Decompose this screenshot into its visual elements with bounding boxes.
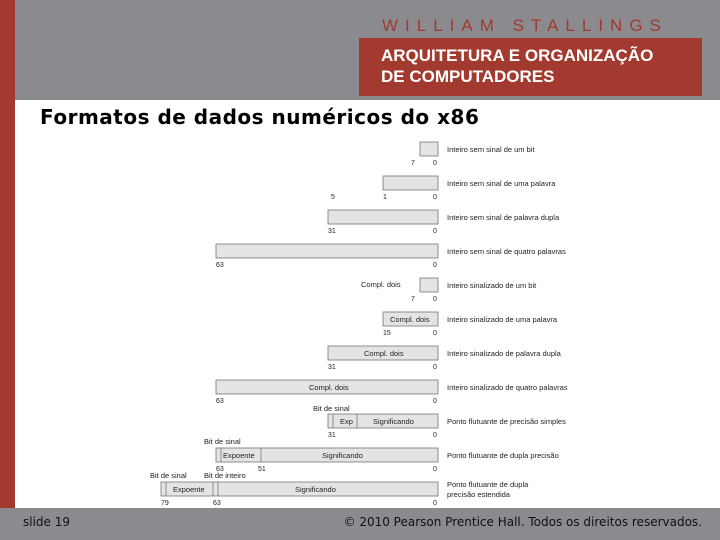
bit-number: 0: [433, 160, 437, 167]
bit-number: 0: [433, 432, 437, 439]
field-label: Exp: [340, 417, 353, 426]
slide-number: slide 19: [23, 515, 71, 529]
row-label: precisão estendida: [447, 490, 510, 499]
bit-number: 15: [383, 330, 391, 337]
bit-number: 79: [161, 500, 169, 507]
sign-bit-label: Bit de sinal: [150, 471, 187, 480]
row-label: Ponto flutuante de dupla: [447, 480, 529, 489]
bit-number: 0: [433, 500, 437, 507]
field-box: [216, 244, 438, 258]
bit-number: 63: [216, 262, 224, 269]
bit-number: 31: [328, 228, 336, 235]
book-title-box: [359, 38, 702, 96]
field-label: Compl. dois: [309, 383, 349, 392]
author-name: WILLIAM STALLINGS: [382, 16, 668, 35]
field-label: Expoente: [173, 485, 205, 494]
copyright-notice: © 2010 Pearson Prentice Hall. Todos os direitos reservados.: [343, 515, 702, 529]
field-box: [328, 210, 438, 224]
slide-heading: Formatos de dados numéricos do x86: [40, 105, 480, 129]
row-label: Inteiro sem sinal de quatro palavras: [447, 247, 566, 256]
bit-number: 0: [433, 364, 437, 371]
field-label: Compl. dois: [364, 349, 404, 358]
field-label: Significando: [295, 485, 336, 494]
row-label: Ponto flutuante de precisão simples: [447, 417, 566, 426]
bit-number: 63: [213, 500, 221, 507]
field-box: [420, 278, 438, 292]
book-title-line2: DE COMPUTADORES: [381, 67, 555, 86]
bit-number: 0: [433, 262, 437, 269]
bit-number: 1: [383, 194, 387, 201]
field-box: [420, 142, 438, 156]
sign-bit-label: Bit de sinal: [204, 437, 241, 446]
bit-number: 63: [216, 466, 224, 473]
row-label: Inteiro sem sinal de uma palavra: [447, 179, 556, 188]
field-label: Expoente: [223, 451, 255, 460]
row-label: Inteiro sem sinal de um bit: [447, 145, 535, 154]
row-label: Inteiro sinalizado de quatro palavras: [447, 383, 568, 392]
bit-number: 7: [411, 296, 415, 303]
row-label: Inteiro sinalizado de palavra dupla: [447, 349, 561, 358]
bit-number: 7: [411, 160, 415, 167]
sign-bit-label: Bit de sinal: [313, 404, 350, 413]
field-label: Compl. dois: [361, 280, 401, 289]
row-label: Inteiro sinalizado de uma palavra: [447, 315, 558, 324]
x86-numeric-formats-figure: [117, 134, 579, 510]
integer-bit-label: Bit de inteiro: [204, 471, 246, 480]
field-label: Compl. dois: [390, 315, 430, 324]
field-label: Significando: [322, 451, 363, 460]
row-label: Inteiro sem sinal de palavra dupla: [447, 213, 560, 222]
bit-number: 5: [331, 194, 335, 201]
bit-number: 31: [328, 364, 336, 371]
bit-number: 31: [328, 432, 336, 439]
row-label: Inteiro sinalizado de um bit: [447, 281, 537, 290]
bit-number: 51: [258, 466, 266, 473]
bit-number: 0: [433, 398, 437, 405]
bit-number: 0: [433, 194, 437, 201]
left-accent-bar: [0, 0, 15, 540]
bit-number: 0: [433, 330, 437, 337]
field-box: [383, 176, 438, 190]
bit-number: 0: [433, 228, 437, 235]
bit-number: 63: [216, 398, 224, 405]
bit-number: 0: [433, 296, 437, 303]
book-title-line1: ARQUITETURA E ORGANIZAÇÃO: [381, 46, 654, 65]
bit-number: 0: [433, 466, 437, 473]
formats-diagram: [117, 134, 579, 510]
field-label: Significando: [373, 417, 414, 426]
row-label: Ponto flutuante de dupla precisão: [447, 451, 559, 460]
